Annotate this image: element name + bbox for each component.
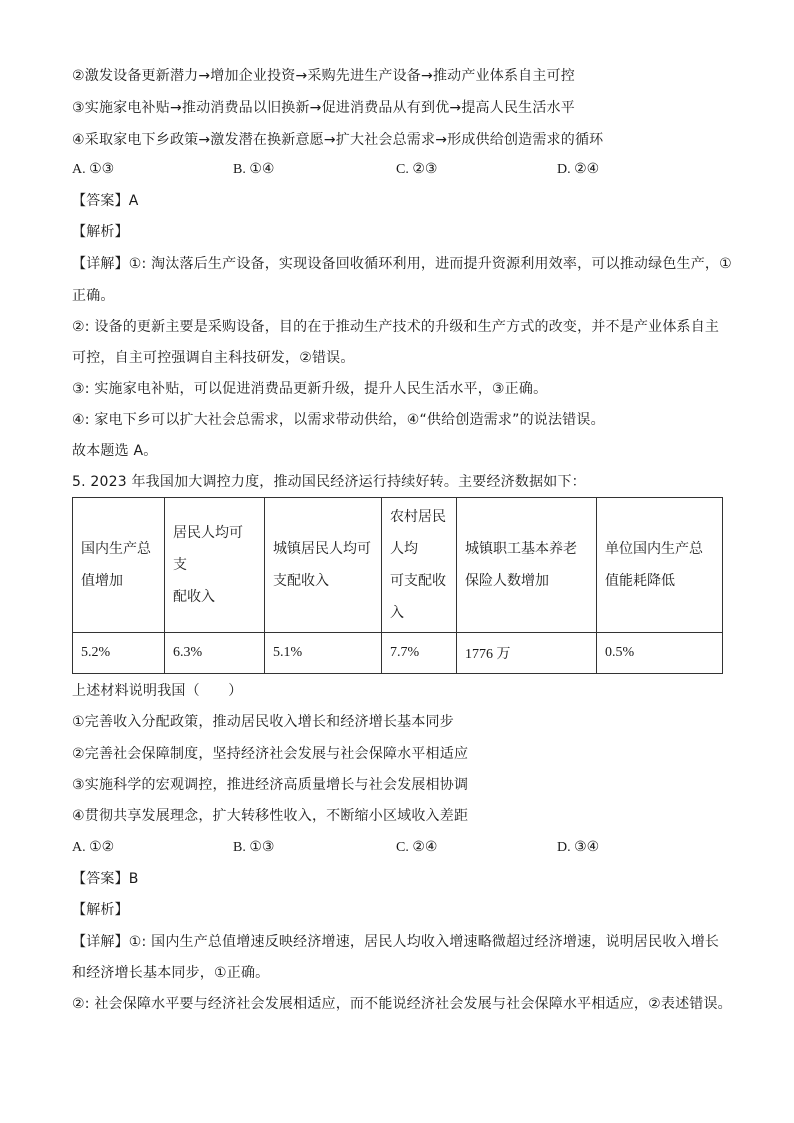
q4-option-d: D. ②④ <box>557 162 600 177</box>
q5-detail-line: ②: 社会保障水平要与经济社会发展相适应，而不能说经济社会发展与社会保障水平相适应，②表述错误。 <box>72 996 732 1012</box>
q4-item-3: ③实施家电补贴→推动消费品以旧换新→促进消费品从有到优→提高人民生活水平 <box>72 100 575 116</box>
q4-detail-line: 正确。 <box>72 288 115 304</box>
table-value-row <box>73 633 723 674</box>
q4-detail-line: ④: 家电下乡可以扩大社会总需求，以需求带动供给，④“供给创造需求”的说法错误。 <box>72 412 605 428</box>
economic-data-table <box>72 497 723 674</box>
q5-option-c: C. ②④ <box>396 840 438 855</box>
table-header-cell: 城镇职工基本养老 保险人数增加 <box>457 498 597 633</box>
q4-option-c: C. ②③ <box>396 162 438 177</box>
table-cell: 7.7% <box>382 633 457 674</box>
q4-option-a: A. ①③ <box>72 162 115 177</box>
q5-option-a: A. ①② <box>72 840 115 855</box>
q4-detail-line: 可控，自主可控强调自主科技研发，②错误。 <box>72 350 355 366</box>
table-header-cell: 单位国内生产总 值能耗降低 <box>597 498 723 633</box>
table-cell: 1776 万 <box>457 633 597 674</box>
q5-stem: 5. 2023 年我国加大调控力度，推动国民经济运行持续好转。主要经济数据如下： <box>72 474 586 490</box>
table-cell: 5.1% <box>265 633 382 674</box>
table-header-row <box>73 498 723 633</box>
q5-answer: 【答案】B <box>72 871 139 887</box>
q4-option-b: B. ①④ <box>233 162 275 177</box>
q4-detail-line: ②: 设备的更新主要是采购设备，目的在于推动生产技术的升级和生产方式的改变，并不是产业体系自主 <box>72 319 720 335</box>
q4-conclusion: 故本题选 A。 <box>72 443 158 459</box>
table-cell: 6.3% <box>165 633 265 674</box>
q4-detail-line: 【详解】①: 淘汰落后生产设备，实现设备回收循环利用，进而提升资源利用效率，可以推动绿色生产，① <box>72 256 732 272</box>
q5-detail-line: 和经济增长基本同步，①正确。 <box>72 965 270 981</box>
q5-item-2: ②完善社会保障制度，坚持经济社会发展与社会保障水平相适应 <box>72 746 469 762</box>
q5-item-1: ①完善收入分配政策，推动居民收入增长和经济增长基本同步 <box>72 714 454 730</box>
table-cell: 0.5% <box>597 633 723 674</box>
table-header-cell: 国内生产总 值增加 <box>73 498 165 633</box>
table-cell: 5.2% <box>73 633 165 674</box>
q4-item-4: ④采取家电下乡政策→激发潜在换新意愿→扩大社会总需求→形成供给创造需求的循环 <box>72 132 604 148</box>
table-header-cell: 居民人均可支 配收入 <box>165 498 265 633</box>
q5-option-d: D. ③④ <box>557 840 600 855</box>
q5-item-4: ④贯彻共享发展理念，扩大转移性收入，不断缩小区域收入差距 <box>72 808 469 824</box>
q4-answer: 【答案】A <box>72 193 139 209</box>
q4-analysis-label: 【解析】 <box>72 224 129 240</box>
table-header-cell: 农村居民 人均 可支配收 入 <box>382 498 457 633</box>
q5-item-3: ③实施科学的宏观调控，推进经济高质量增长与社会发展相协调 <box>72 777 469 793</box>
q4-detail-line: ③: 实施家电补贴，可以促进消费品更新升级，提升人民生活水平，③正确。 <box>72 381 548 397</box>
q4-item-2: ②激发设备更新潜力→增加企业投资→采购先进生产设备→推动产业体系自主可控 <box>72 68 575 84</box>
q5-option-b: B. ①③ <box>233 840 275 855</box>
q5-analysis-label: 【解析】 <box>72 902 129 918</box>
table-header-cell: 城镇居民人均可 支配收入 <box>265 498 382 633</box>
q5-detail-line: 【详解】①: 国内生产总值增速反映经济增速，居民人均收入增速略微超过经济增速，说明居民收入增长 <box>72 934 720 950</box>
q5-prompt: 上述材料说明我国（ ） <box>72 683 243 699</box>
